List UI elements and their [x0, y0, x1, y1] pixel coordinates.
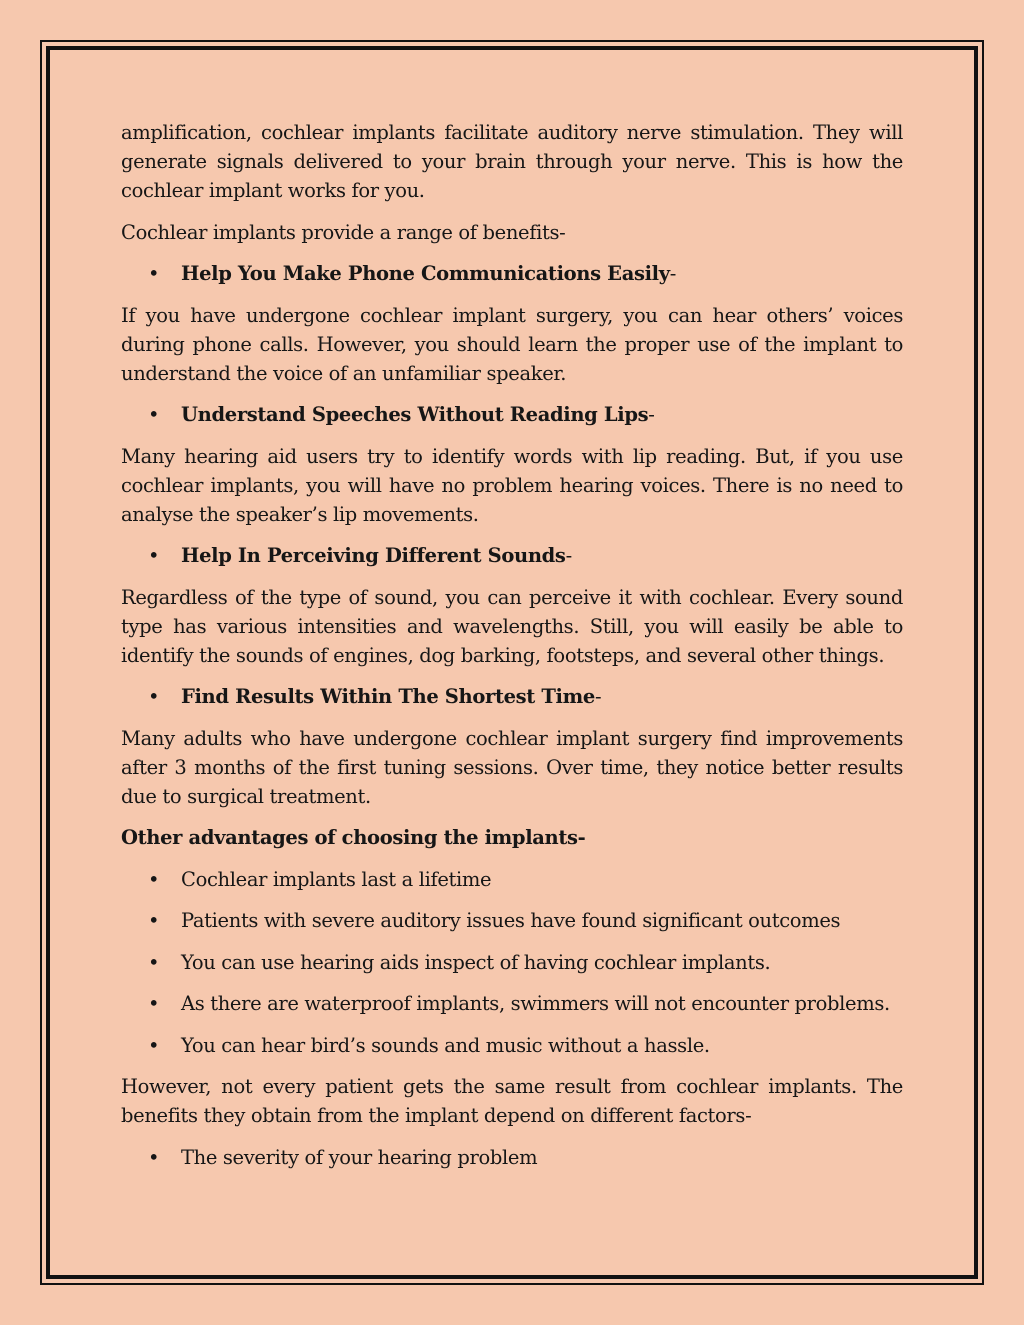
bullet-icon: •: [148, 950, 160, 974]
paragraph-factors: However, not every patient gets the same result from cochlear implants. The benefits they obtain from the implant depend on different factors-: [121, 1075, 903, 1127]
list-item-text: You can use hearing aids inspect of having cochlear implants.: [181, 950, 771, 974]
benefit-heading-list-2: [121, 400, 903, 429]
benefit-heading-results: [121, 682, 903, 711]
factors-list: [121, 1143, 903, 1172]
bullet-icon: •: [148, 1145, 160, 1169]
bullet-icon: •: [148, 909, 160, 932]
benefit-heading-phone-dash: -: [669, 262, 676, 285]
bullet-icon: •: [148, 685, 160, 708]
benefit-heading-lips-title: Understand Speeches Without Reading Lips: [181, 403, 649, 426]
list-item: [121, 1031, 903, 1060]
paragraph-sounds: Regardless of the type of sound, you can perceive it with cochlear. Every sound type has various intensities and wavelengths. Still, you will easily be able to identify the sounds of engines, dog barking, footsteps, and several other things.: [121, 585, 903, 667]
paragraph-results: Many adults who have undergone cochlear implant surgery find improvements after 3 months of the first tuning sessions. Over time, they notice better results due to surgical treatment.: [121, 726, 903, 808]
list-item-text: As there are waterproof implants, swimmers will not encounter problems.: [181, 992, 890, 1015]
bullet-icon: •: [148, 1033, 160, 1057]
benefit-heading-list-4: [121, 682, 903, 711]
benefit-heading-phone-title: Help You Make Phone Communications Easily: [181, 262, 670, 285]
list-item: [121, 948, 903, 977]
benefit-heading-results-title: Find Results Within The Shortest Time: [181, 685, 595, 708]
bullet-icon: •: [148, 992, 160, 1015]
benefit-heading-sounds-title: Help In Perceiving Different Sounds: [181, 544, 566, 567]
benefit-heading-phone: [121, 259, 903, 288]
paragraph-phone: If you have undergone cochlear implant surgery, you can hear others’ voices during phone calls. However, you should learn the proper use of the implant to understand the voice of an unfamiliar speaker.: [121, 303, 903, 385]
document-body: [121, 118, 903, 1184]
advantages-list: [121, 865, 903, 1060]
paragraph-lips: Many hearing aid users try to identify words with lip reading. But, if you use cochlear implants, you will have no problem hearing voices. There is no need to analyse the speaker’s lip movements.: [121, 444, 903, 526]
list-item: [121, 865, 903, 894]
bullet-icon: •: [148, 403, 160, 426]
list-item-text: Cochlear implants last a lifetime: [181, 867, 492, 891]
bullet-icon: •: [148, 867, 160, 891]
paragraph-intro: amplification, cochlear implants facilitate auditory nerve stimulation. They will generate signals delivered to your brain through your nerve. This is how the cochlear implant works for you.: [121, 121, 903, 202]
list-item: [121, 906, 903, 935]
bullet-icon: •: [148, 544, 160, 567]
list-item-text: You can hear bird’s sounds and music without a hassle.: [181, 1033, 710, 1057]
benefit-heading-sounds-dash: -: [565, 544, 572, 567]
benefit-heading-lips: [121, 400, 903, 429]
bullet-icon: •: [148, 262, 160, 285]
benefit-heading-list-1: [121, 259, 903, 288]
benefit-heading-lips-dash: -: [648, 403, 655, 426]
benefit-heading-results-dash: -: [594, 685, 602, 708]
list-item: [121, 989, 903, 1018]
list-item-text: Patients with severe auditory issues have found significant outcomes: [181, 909, 841, 932]
benefit-heading-sounds: [121, 541, 903, 570]
list-item-text: The severity of your hearing problem: [181, 1145, 538, 1169]
benefit-heading-list-3: [121, 541, 903, 570]
other-advantages-heading: Other advantages of choosing the implants-: [121, 826, 586, 849]
paragraph-benefits-lead: Cochlear implants provide a range of benefits-: [121, 220, 566, 244]
list-item: [121, 1143, 903, 1172]
